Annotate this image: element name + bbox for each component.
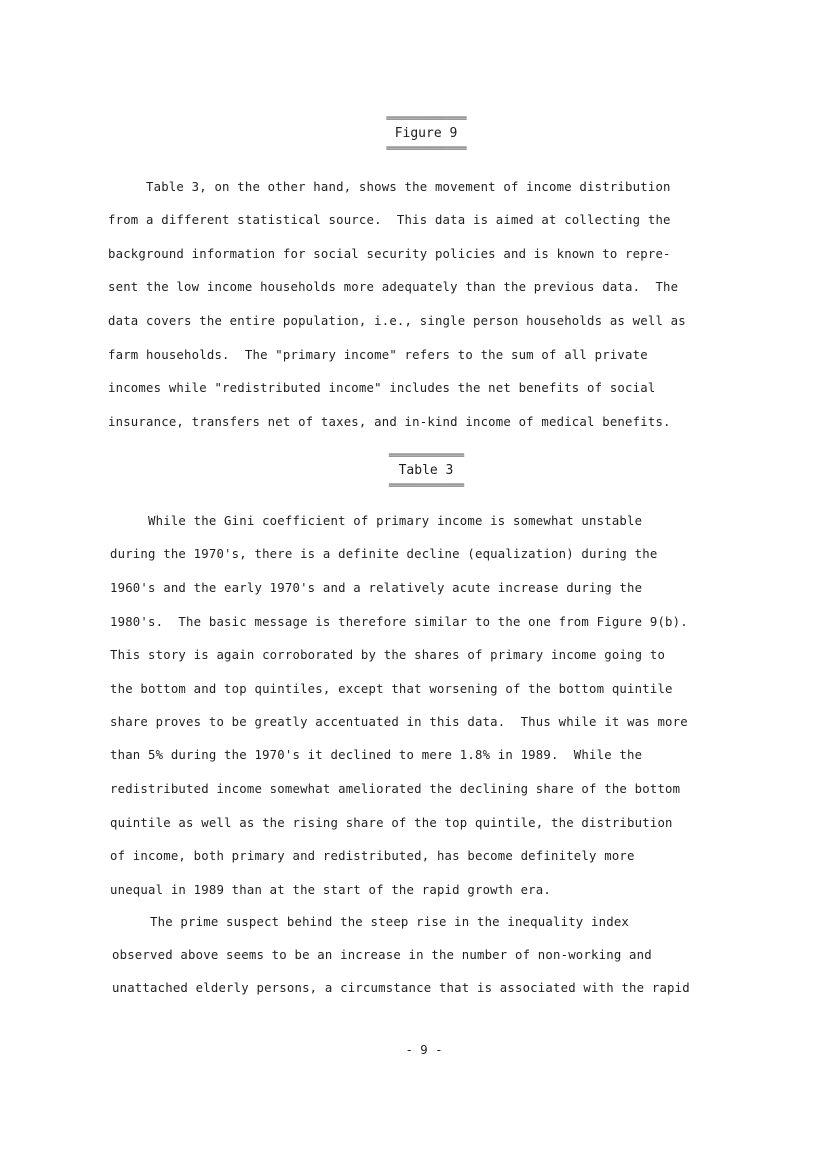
figure-title: Figure 9 bbox=[394, 126, 458, 141]
table-rule-top: =============== bbox=[388, 451, 464, 461]
paragraph-1-line: Table 3, on the other hand, shows the movement of income distribution bbox=[108, 180, 671, 194]
paragraph-2-line: share proves to be greatly accentuated in this data. Thus while it was more bbox=[110, 715, 688, 729]
table-title: Table 3 bbox=[398, 463, 454, 478]
paragraph-2-line: 1980's. The basic message is therefore similar to the one from Figure 9(b). bbox=[110, 615, 688, 629]
paragraph-2-line: This story is again corroborated by the shares of primary income going to bbox=[110, 648, 666, 662]
page-number: - 9 - bbox=[405, 1043, 443, 1057]
paragraph-1-line: insurance, transfers net of taxes, and in-kind income of medical benefits. bbox=[108, 415, 671, 429]
figure-placeholder bbox=[360, 114, 492, 154]
paragraph-1-line: data covers the entire population, i.e., single person households as well as bbox=[108, 314, 686, 328]
table-rule-bottom: =============== bbox=[388, 481, 464, 491]
paragraph-1-line: background information for social security policies and is known to repre- bbox=[108, 247, 671, 261]
paragraph-2-line: quintile as well as the rising share of the top quintile, the distribution bbox=[110, 816, 673, 830]
paragraph-1-line: from a different statistical source. This data is aimed at collecting the bbox=[108, 213, 671, 227]
paragraph-1-line: incomes while "redistributed income" includes the net benefits of social bbox=[108, 381, 656, 395]
paragraph-1-line: farm households. The "primary income" refers to the sum of all private bbox=[108, 348, 648, 362]
table-placeholder bbox=[360, 451, 492, 491]
paragraph-1-line: sent the low income households more adequately than the previous data. The bbox=[108, 280, 679, 294]
figure-rule-bottom: ================ bbox=[385, 144, 467, 154]
paragraph-2-line: 1960's and the early 1970's and a relatively acute increase during the bbox=[110, 581, 643, 595]
paragraph-2-line: While the Gini coefficient of primary income is somewhat unstable bbox=[110, 514, 643, 528]
paragraph-2-line: redistributed income somewhat ameliorated the declining share of the bottom bbox=[110, 782, 681, 796]
paragraph-2-line: of income, both primary and redistributed, has become definitely more bbox=[110, 849, 635, 863]
paragraph-2-line: during the 1970's, there is a definite decline (equalization) during the bbox=[110, 547, 658, 561]
paragraph-2-line: than 5% during the 1970's it declined to mere 1.8% in 1989. While the bbox=[110, 748, 643, 762]
paragraph-3-line: unattached elderly persons, a circumstance that is associated with the rapid bbox=[112, 981, 690, 995]
paragraph-2-line: unequal in 1989 than at the start of the rapid growth era. bbox=[110, 883, 551, 897]
paragraph-3-line: The prime suspect behind the steep rise in the inequality index bbox=[112, 915, 630, 929]
paragraph-2-line: the bottom and top quintiles, except that worsening of the bottom quintile bbox=[110, 682, 673, 696]
figure-rule-top: ================ bbox=[385, 114, 467, 124]
paragraph-3-line: observed above seems to be an increase in the number of non-working and bbox=[112, 948, 652, 962]
